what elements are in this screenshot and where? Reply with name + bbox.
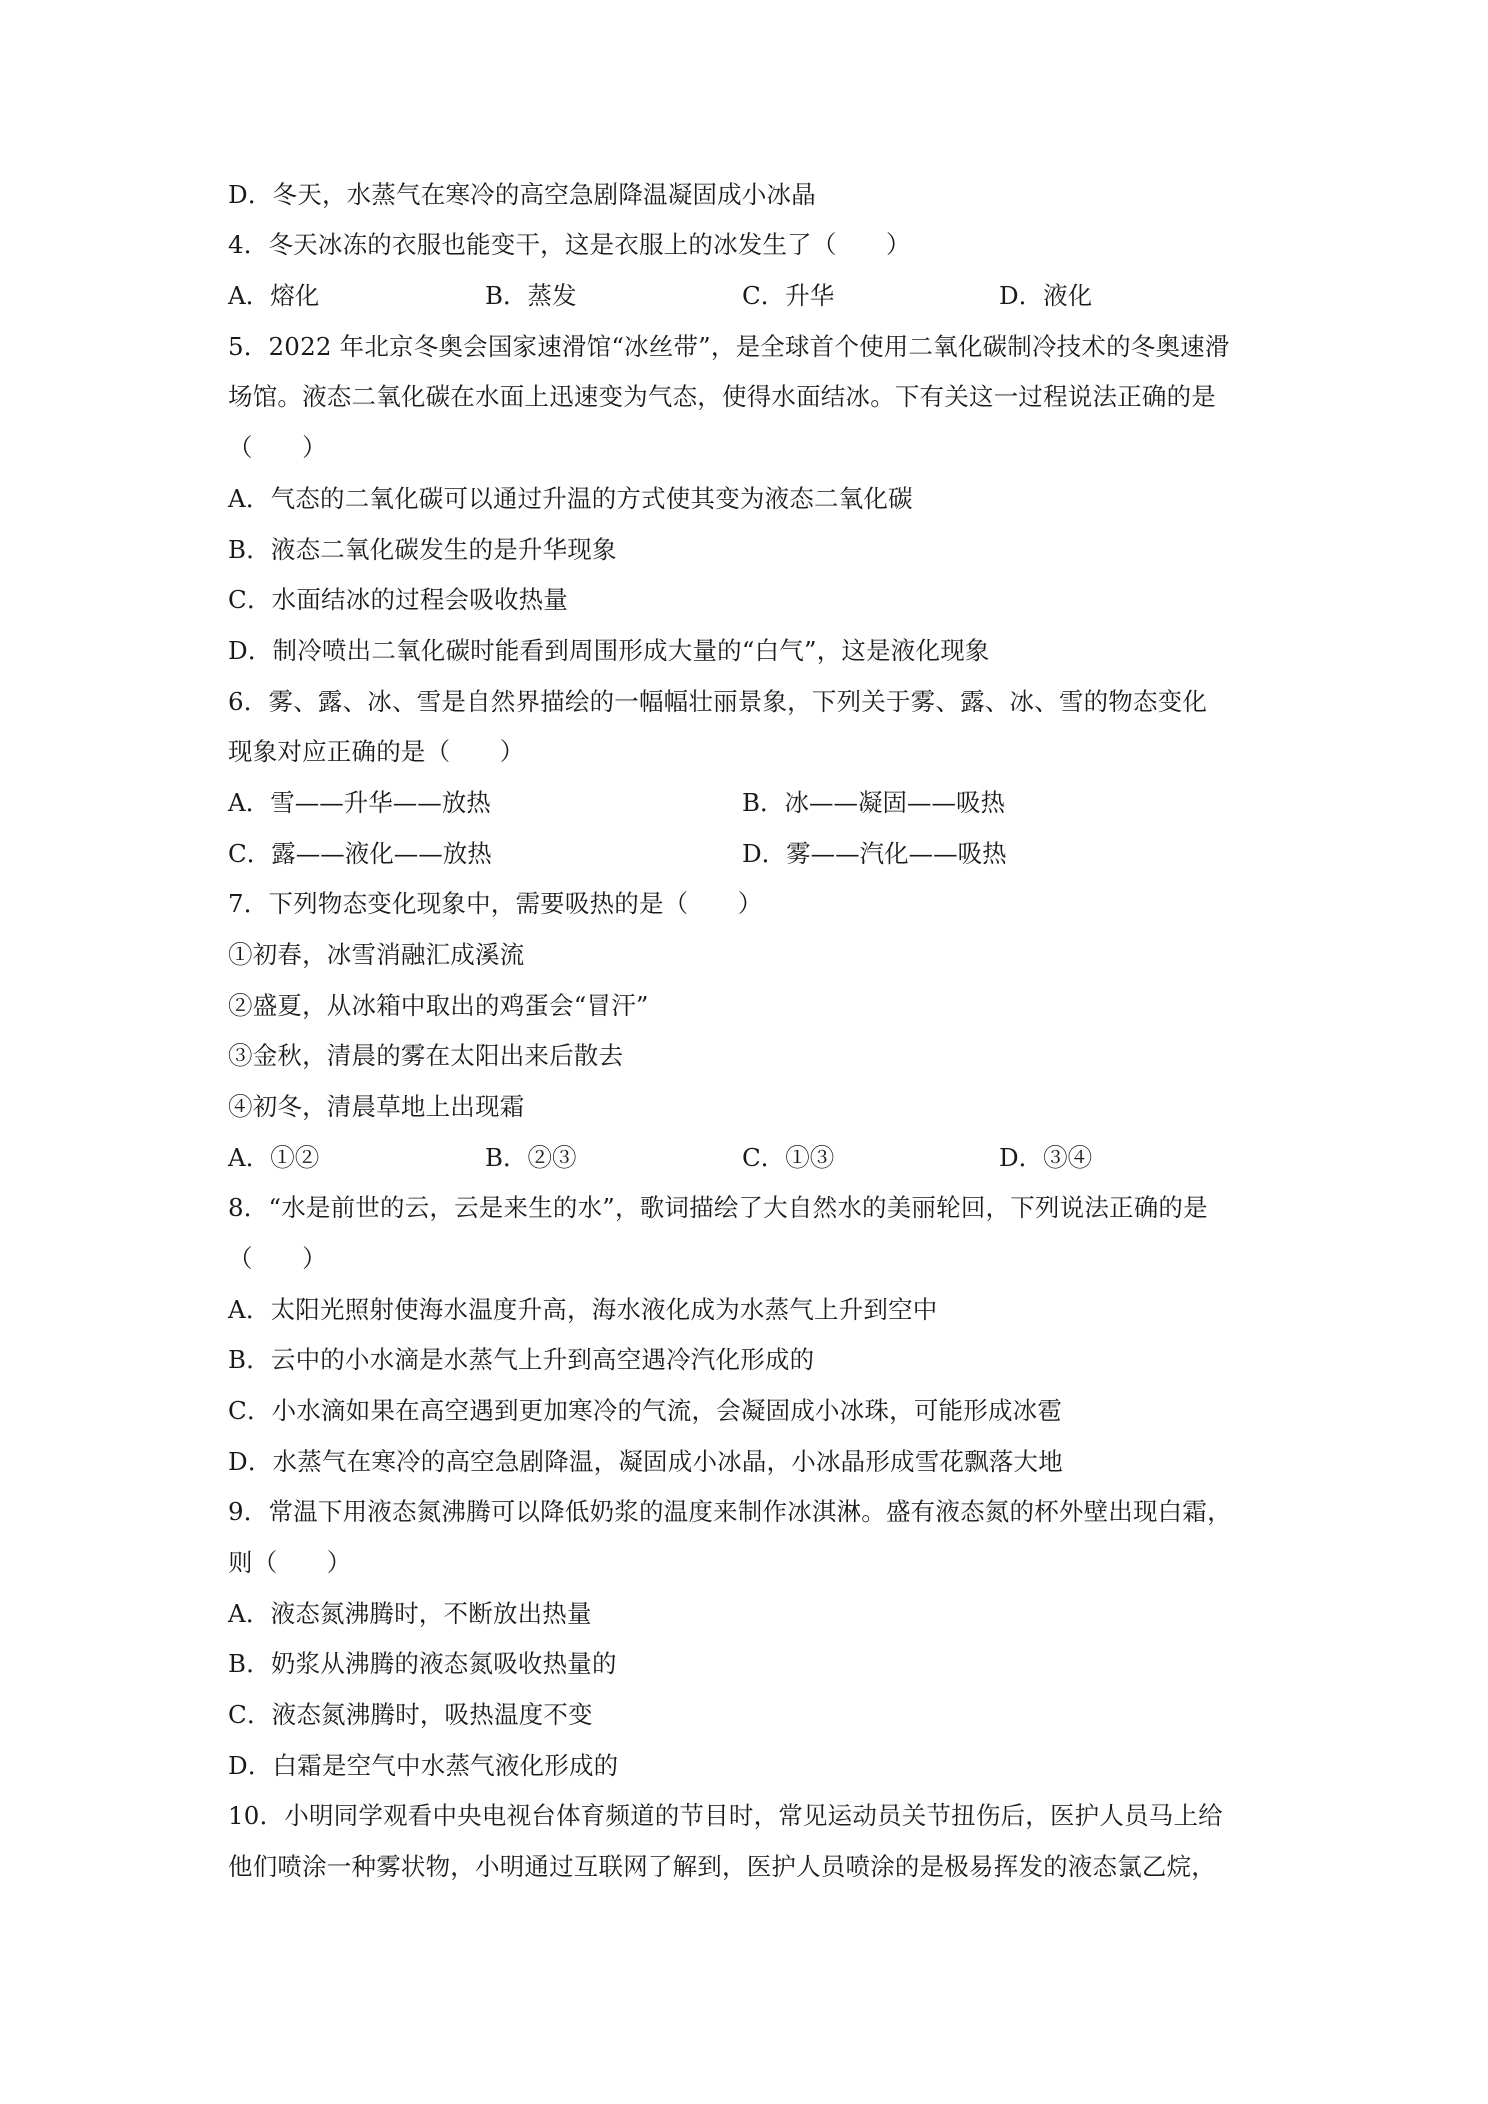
q9-option-b: B．奶浆从沸腾的液态氮吸收热量的 <box>228 1649 617 1678</box>
question-4: 4．冬天冰冻的衣服也能变干，这是衣服上的冰发生了（ ） <box>228 230 911 259</box>
q6-option-a: A．雪——升华——放热 <box>228 788 491 817</box>
question-9-line-1: 9．常温下用液态氮沸腾可以降低奶浆的温度来制作冰淇淋。盛有液态氮的杯外壁出现白霜， <box>228 1497 1232 1526</box>
q5-option-c: C．水面结冰的过程会吸收热量 <box>228 585 569 614</box>
q7-item-1: ①初春，冰雪消融汇成溪流 <box>228 940 525 969</box>
question-10-line-2: 他们喷涂一种雾状物，小明通过互联网了解到，医护人员喷涂的是极易挥发的液态氯乙烷， <box>228 1852 1216 1881</box>
question-6-line-1: 6．雾、露、冰、雪是自然界描绘的一幅幅壮丽景象，下列关于雾、露、冰、雪的物态变化 <box>228 687 1208 716</box>
question-7: 7．下列物态变化现象中，需要吸热的是（ ） <box>228 889 763 918</box>
q8-option-b: B．云中的小水滴是水蒸气上升到高空遇冷汽化形成的 <box>228 1345 815 1374</box>
q9-option-c: C．液态氮沸腾时，吸热温度不变 <box>228 1700 593 1729</box>
q8-option-c: C．小水滴如果在高空遇到更加寒冷的气流，会凝固成小冰珠，可能形成冰雹 <box>228 1396 1063 1425</box>
q9-option-a: A．液态氮沸腾时，不断放出热量 <box>228 1599 592 1628</box>
question-8-bracket: （ ） <box>228 1244 327 1273</box>
q7-item-2: ②盛夏，从冰箱中取出的鸡蛋会“冒汗” <box>228 991 649 1020</box>
q4-option-b: B．蒸发 <box>485 281 577 310</box>
question-5-line-1: 5．2022 年北京冬奥会国家速滑馆“冰丝带”，是全球首个使用二氧化碳制冷技术的冬奥速滑 <box>228 332 1230 361</box>
question-10-line-1: 10．小明同学观看中央电视台体育频道的节目时，常见运动员关节扭伤后，医护人员马上给 <box>228 1801 1223 1830</box>
question-9-line-2: 则（ ） <box>228 1548 352 1577</box>
question-5-line-2: 场馆。液态二氧化碳在水面上迅速变为气态，使得水面结冰。下有关这一过程说法正确的是 <box>228 382 1216 411</box>
q7-item-3: ③金秋，清晨的雾在太阳出来后散去 <box>228 1041 624 1070</box>
q7-item-4: ④初冬，清晨草地上出现霜 <box>228 1092 525 1121</box>
q5-option-a: A．气态的二氧化碳可以通过升温的方式使其变为液态二氧化碳 <box>228 484 913 513</box>
q7-option-a: A．①② <box>228 1143 320 1172</box>
q5-option-d: D．制冷喷出二氧化碳时能看到周围形成大量的“白气”，这是液化现象 <box>228 636 990 665</box>
question-5-bracket: （ ） <box>228 433 327 462</box>
q6-option-b: B．冰——凝固——吸热 <box>742 788 1006 817</box>
q8-option-d: D．水蒸气在寒冷的高空急剧降温，凝固成小冰晶，小冰晶形成雪花飘落大地 <box>228 1447 1063 1476</box>
q4-option-c: C．升华 <box>742 281 835 310</box>
q6-option-c: C．露——液化——放热 <box>228 839 492 868</box>
q9-option-d: D．白霜是空气中水蒸气液化形成的 <box>228 1751 619 1780</box>
q6-option-d: D．雾——汽化——吸热 <box>742 839 1007 868</box>
q3-option-d: D．冬天，水蒸气在寒冷的高空急剧降温凝固成小冰晶 <box>228 180 816 209</box>
q4-option-a: A．熔化 <box>228 281 320 310</box>
q7-option-d: D．③④ <box>999 1143 1093 1172</box>
q5-option-b: B．液态二氧化碳发生的是升华现象 <box>228 535 617 564</box>
q8-option-a: A．太阳光照射使海水温度升高，海水液化成为水蒸气上升到空中 <box>228 1295 938 1324</box>
q4-option-d: D．液化 <box>999 281 1093 310</box>
q7-option-b: B．②③ <box>485 1143 577 1172</box>
question-8-line-1: 8．“水是前世的云，云是来生的水”，歌词描绘了大自然水的美丽轮回，下列说法正确的是 <box>228 1193 1208 1222</box>
q7-option-c: C．①③ <box>742 1143 835 1172</box>
question-6-line-2: 现象对应正确的是（ ） <box>228 737 525 766</box>
